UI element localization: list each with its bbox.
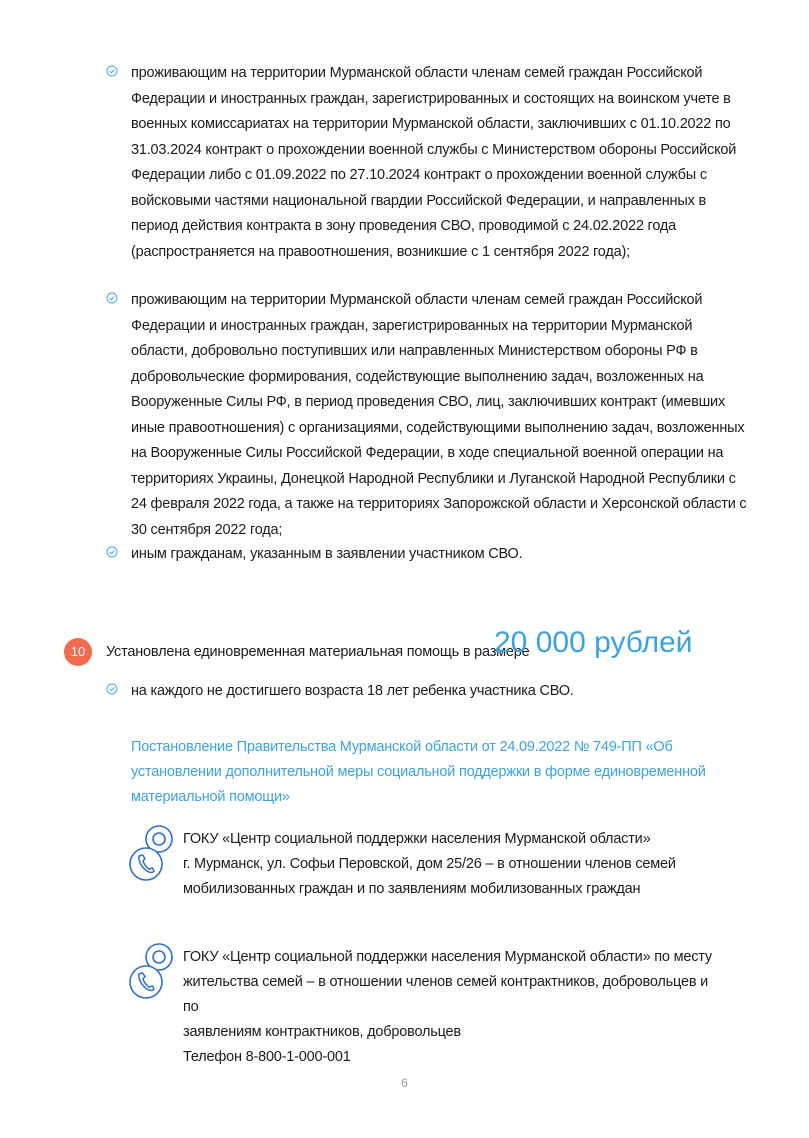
- bullet-item: [106, 542, 746, 568]
- section-heading-label: Установлена единовременная материальная помощь в размере: [106, 644, 530, 660]
- bullet-text: иным гражданам, указанным в заявлении участником СВО.: [131, 546, 523, 562]
- bullet-item: [106, 679, 746, 705]
- check-circle-icon: [106, 683, 118, 695]
- contact-line: г. Мурманск, ул. Софьи Перовской, дом 25/26 – в отношении членов семей: [183, 856, 676, 872]
- contact-line: ГОКУ «Центр социальной поддержки населения Мурманской области»: [183, 831, 651, 847]
- bullet-text: проживающим на территории Мурманской области членам семей граждан Российской Федерации и иностранных граждан, зарегистрированных и состоящих на воинском учете в военных комиссариатах на территории Мурманской области, заключивших с 01.10.2022 по 31.03.2024 контракт о прохождении военной службы с Министерством обороны Российской Федерации либо с 01.09.2022 по 27.10.2024 контракт о прохождении военной службы с войсковыми частями национальной гвардии Российской Федерации, и направленных в период действия контракта в зону проведения СВО, проводимой с 24.02.2022 года (распространяется на правоотношения, возникшие с 1 сентября 2022 года);: [131, 65, 737, 260]
- check-circle-icon: [106, 65, 118, 77]
- contact-block: [128, 940, 728, 1065]
- decree-reference: Постановление Правительства Мурманской области от 24.09.2022 № 749-ПП «Об установлении дополнительной меры социальной поддержки в форме единовременной материальной помощи»: [131, 739, 706, 805]
- bullet-text: на каждого не достигшего возраста 18 лет ребенка участника СВО.: [131, 683, 574, 699]
- location-phone-icon: [128, 940, 176, 1002]
- section-number-badge: 10: [64, 638, 92, 666]
- contact-line: жительства семей – в отношении членов семей контрактников, добровольцев и по: [183, 974, 709, 1015]
- contact-line: мобилизованных граждан и по заявлениям мобилизованных граждан: [183, 881, 641, 897]
- section-heading: [106, 622, 746, 672]
- contact-phone: Телефон 8-800-1-000-001: [183, 1049, 351, 1065]
- location-phone-icon: [128, 822, 176, 884]
- contact-line: заявлениям контрактников, добровольцев: [183, 1024, 461, 1040]
- contact-line: ГОКУ «Центр социальной поддержки населения Мурманской области» по месту: [183, 949, 712, 965]
- contact-block: [128, 822, 728, 902]
- bullet-item: [106, 288, 747, 538]
- page-number: 6: [401, 1076, 408, 1090]
- amount-highlight: 20 000 рублей: [494, 626, 693, 659]
- check-circle-icon: [106, 546, 118, 558]
- contact-text: [183, 827, 723, 902]
- bullet-item: [106, 61, 746, 271]
- bullet-text: проживающим на территории Мурманской области членам семей граждан Российской Федерации и иностранных граждан, зарегистрированных на территории Мурманской области, добровольно поступивших или направленных Министерством обороны РФ в добровольческие формирования, содействующие выполнению задач, возложенных на Вооруженные Силы РФ, в период проведения СВО, лиц, заключивших контракт (имевших иные правоотношения) с организациями, содействующими выполнению задач, возложенных на Вооруженные Силы Российской Федерации, в ходе специальной военной операции на территориях Украины, Донецкой Народной Республики и Луганской Народной Республики с 24 февраля 2022 года, а также на территориях Запорожской области и Херсонской области с 30 сентября 2022 года;: [131, 292, 747, 538]
- contact-text: [183, 945, 723, 1070]
- check-circle-icon: [106, 292, 118, 304]
